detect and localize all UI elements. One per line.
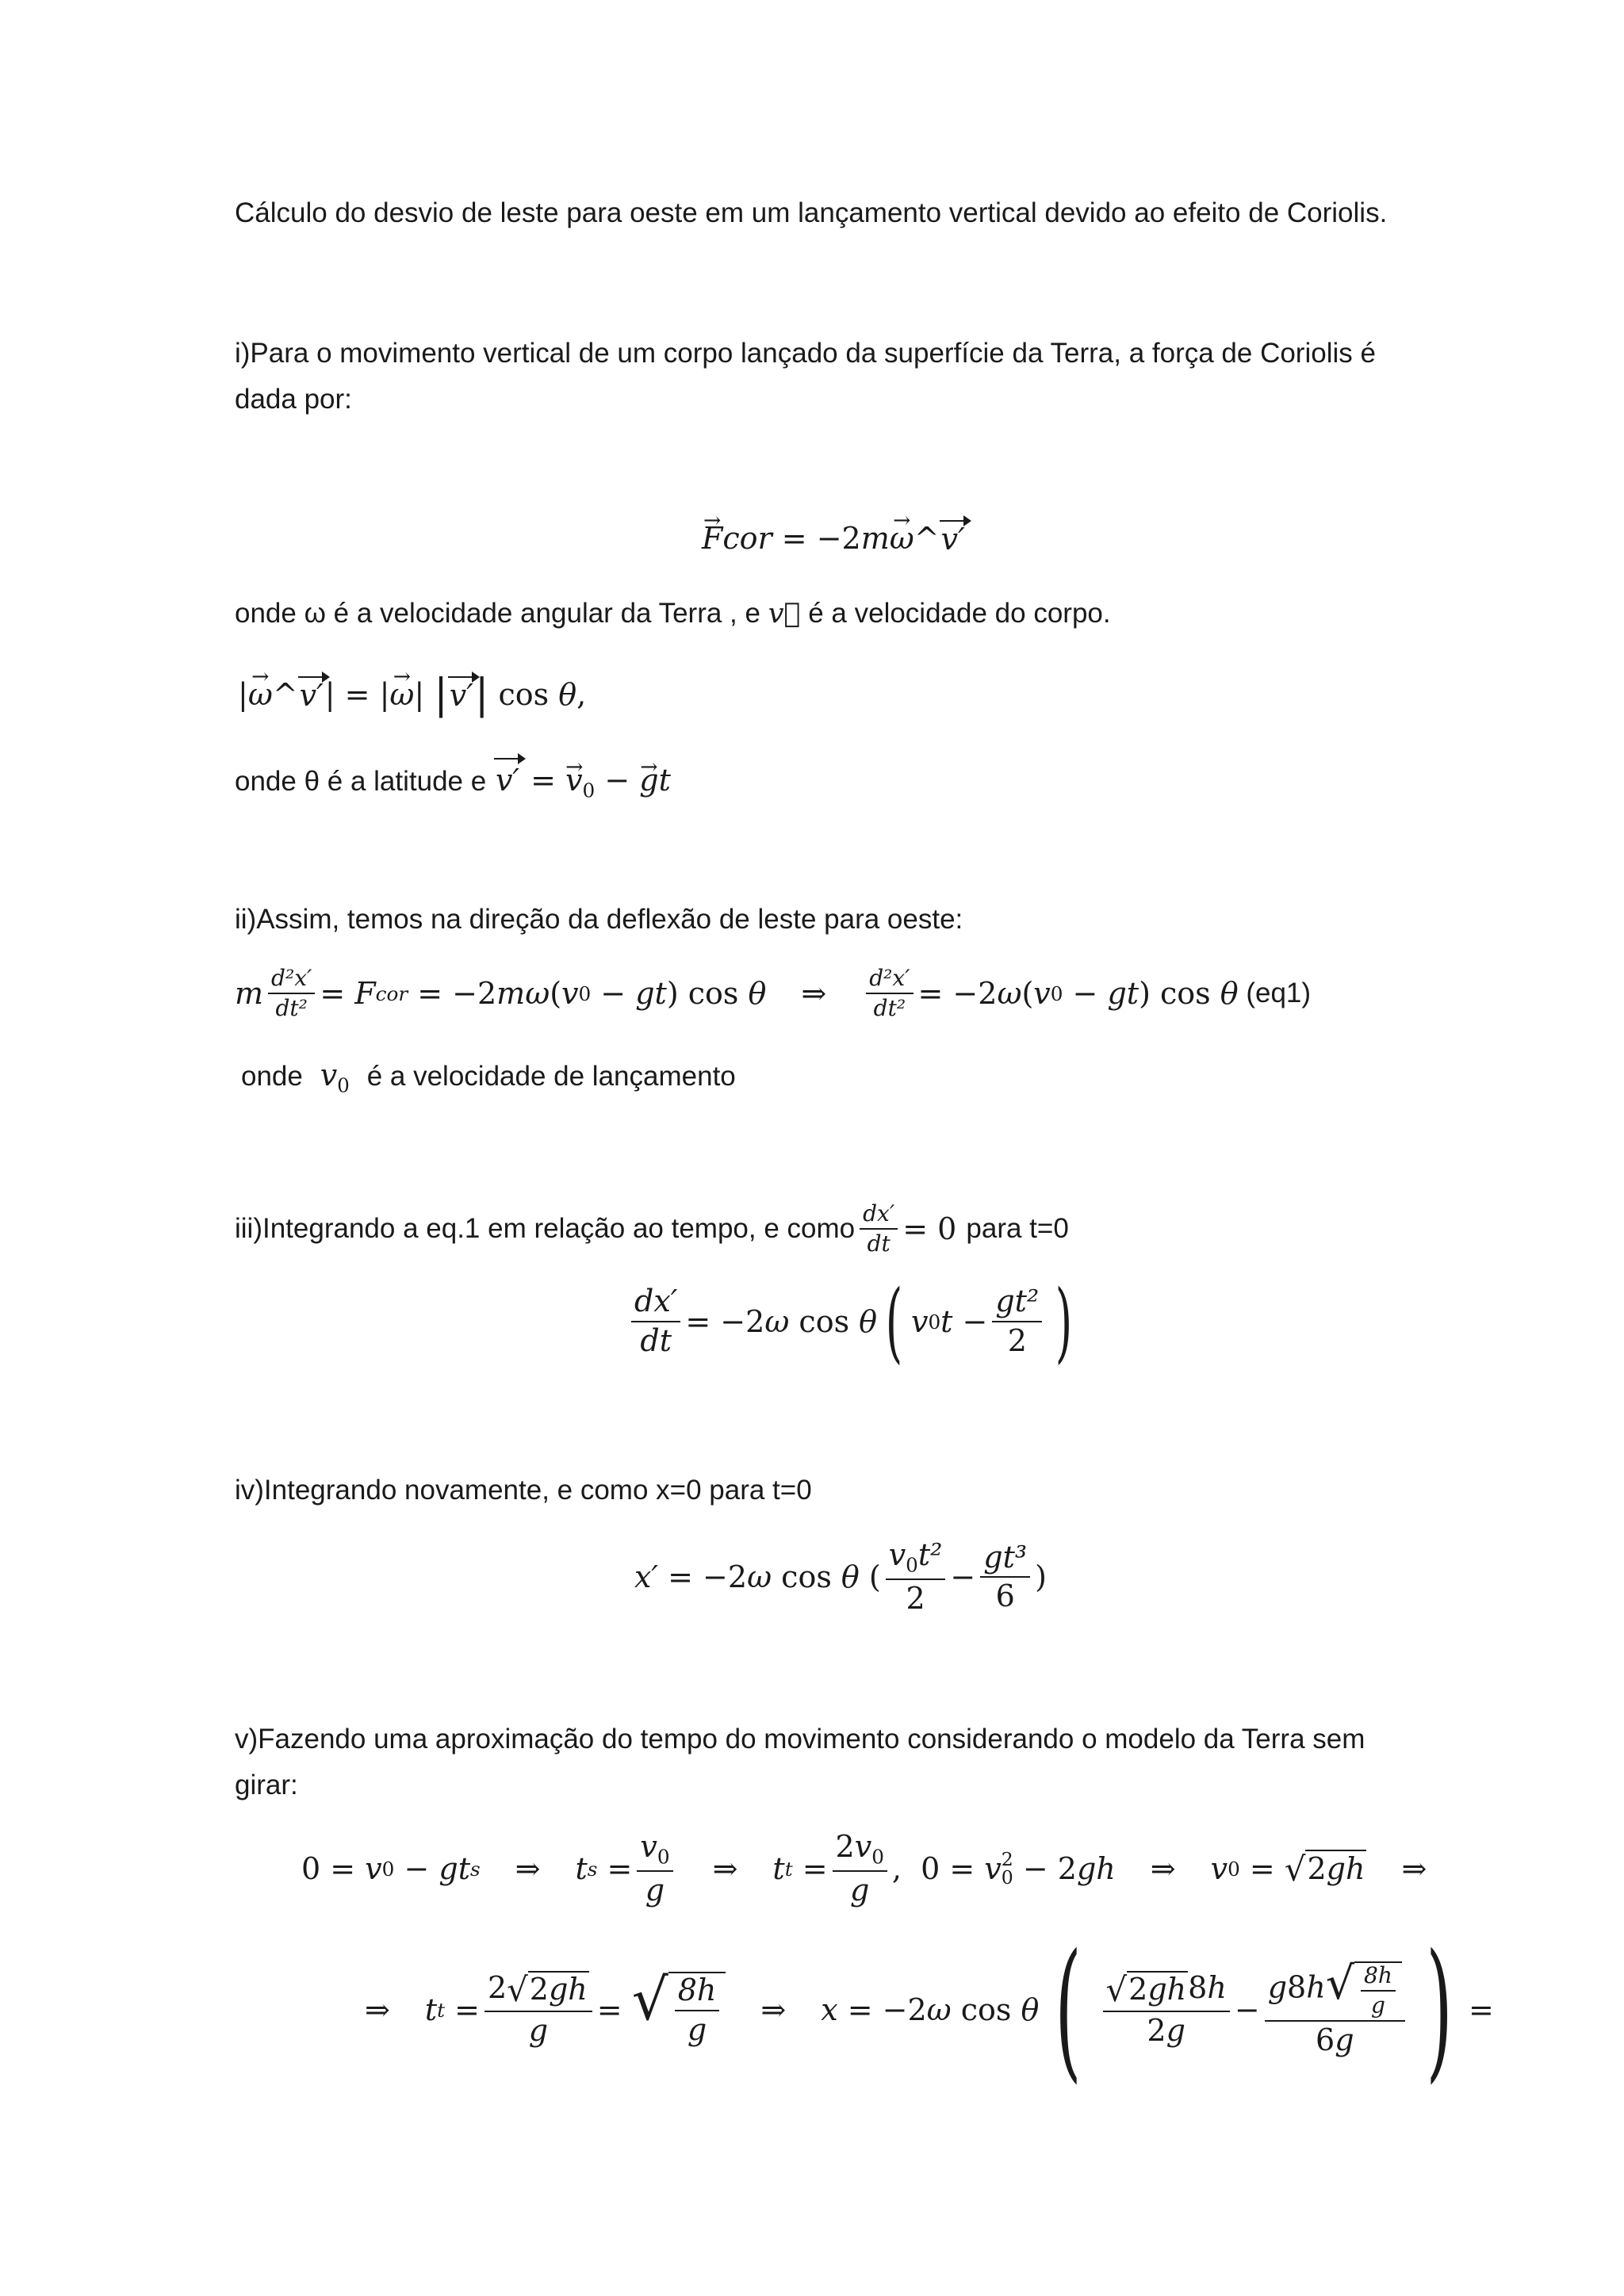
latitude-line: onde θ é a latitude e v′ = → $v_0$ − → gt	[235, 758, 671, 812]
cross-product-magnitude: | → ω ^ v′ | = | → ω | | v′ | cos θ ,	[238, 671, 586, 718]
v0-line-post: é a velocidade de lançamento	[366, 1061, 736, 1092]
section-v-line-2: girar:	[235, 1770, 298, 1800]
velocity-equation: $\frac{dx'}{dt}$ = −2 ω cos θ ( v 0 t − $\frac{\text{gt²}}{2}$ )	[626, 1278, 1081, 1365]
v0-definition-line: onde $v_0$ é a velocidade de lançamento	[241, 1058, 736, 1097]
omega-line-post: é a velocidade do corpo.	[808, 598, 1111, 629]
section-iii-pre: iii)Integrando a eq.1 em relação ao tempo, e como	[235, 1213, 856, 1244]
section-ii-line-1: ii)Assim, temos na direção da deflexão de leste para oeste:	[235, 904, 963, 935]
latitude-line-pre: onde θ é a latitude e	[235, 766, 487, 797]
final-equation: ⇒ t t = 2 √ 2gh g = √ $\frac{8h}{g}$ ⇒ x = −2 ω cos θ ( √ 2gh 8h 2g − g8h √ $\frac{8h}{g}$ 6g ) =	[365, 1922, 1494, 2097]
section-iii-line: iii)Integrando a eq.1 em relação ao tempo, e como $\frac{dx'}{dt}$ = 0 para t=0	[235, 1200, 1069, 1257]
coriolis-force-equation: → Fcor = −2 m → ω ^ v′	[702, 520, 967, 557]
eq1-label: (eq1)	[1246, 978, 1312, 1009]
position-equation: x′ = −2 ω cos θ ( $\frac{v_0t^2}{2}$ − $\frac{\text{gt³}}{6}$ )	[634, 1537, 1047, 1617]
omega-line-pre: onde ω é a velocidade angular da Terra , e	[235, 598, 760, 629]
section-iv-line: iv)Integrando novamente, e como x=0 para t=0	[235, 1475, 812, 1506]
section-i-line-2: dada por:	[235, 384, 352, 415]
omega-line-var: v⃗	[768, 598, 801, 629]
v0-line-pre: onde	[241, 1061, 303, 1092]
section-v-line-1: v)Fazendo uma aproximação do tempo do movimento considerando o modelo da Terra sem	[235, 1724, 1365, 1755]
section-i-line-1: i)Para o movimento vertical de um corpo lançado da superfície da Terra, a força de Coriolis é	[235, 338, 1376, 369]
time-equation: 0 = v 0 − gt s ⇒ t s = $\frac{v_0}{g}$ ⇒ t t = $\frac{2v_0}{g}$ , 0 = v 2 0 − 2 gh ⇒ v 0 = √ 2gh ⇒	[301, 1829, 1427, 1908]
equation-1: m $\frac{\text{d²x′}}{\text{dt²}}$ = F cor = −2 mω ( v 0 − gt ) cos θ ⇒ $\frac{\text{d²x′}}{\text{dt²}}$ = −2 ω ( v 0 − gt ) cos θ (eq1)	[235, 965, 1312, 1022]
document-title: Cálculo do desvio de leste para oeste em um lançamento vertical devido ao efeito de Coriolis.	[235, 197, 1388, 228]
section-iii-post: para t=0	[966, 1213, 1069, 1244]
omega-definition-line	[235, 593, 1111, 634]
